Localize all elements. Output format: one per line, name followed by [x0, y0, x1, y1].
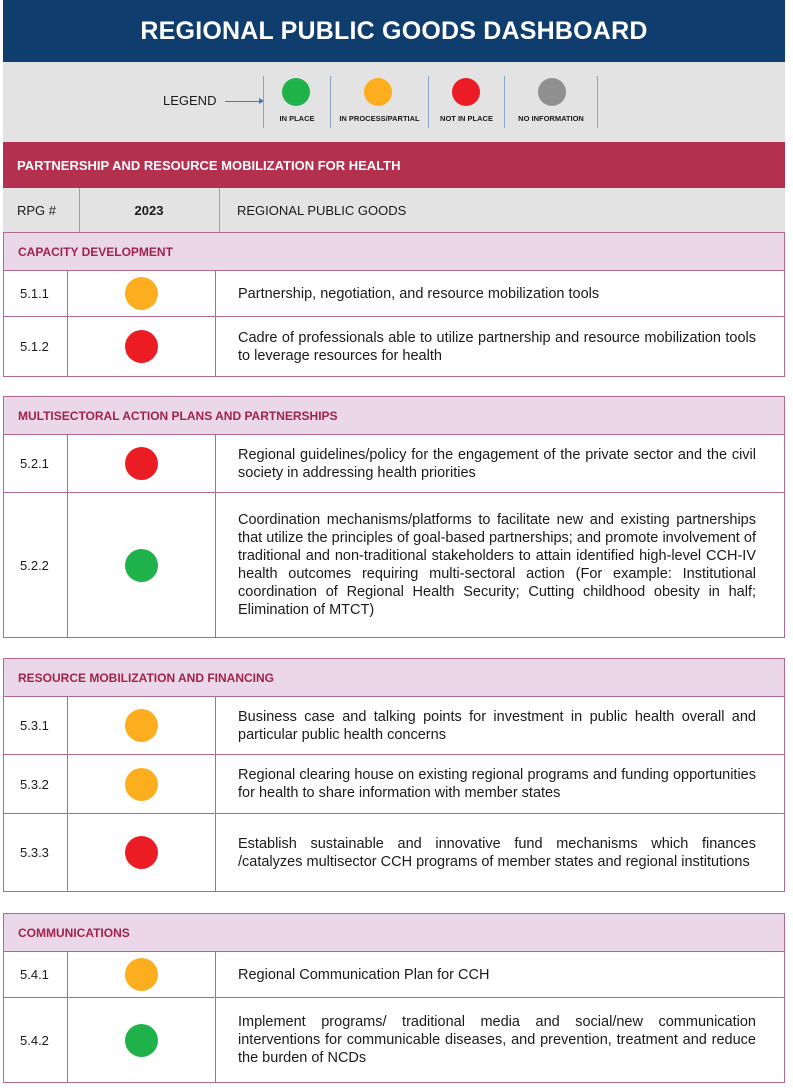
status-in-place-icon	[125, 1024, 158, 1057]
legend-item-in-place	[263, 76, 330, 128]
group-communications	[3, 913, 785, 1083]
status-cell	[68, 697, 216, 754]
group-title: MULTISECTORAL ACTION PLANS AND PARTNERSHIPS	[4, 397, 784, 435]
status-cell	[68, 271, 216, 316]
group-capacity-development	[3, 232, 785, 377]
legend-text: NO INFORMATION	[518, 114, 584, 123]
legend-label: LEGEND	[163, 93, 217, 108]
legend-item-not-in-place	[428, 76, 504, 128]
rpg-description	[238, 697, 756, 754]
rpg-id: 5.1.1	[4, 271, 68, 316]
description-text: Regional Communication Plan for CCH	[238, 966, 490, 983]
description-text: Regional guidelines/policy for the engagement of the private sector and the civil society in addressing health priorities	[238, 446, 756, 481]
table-row	[4, 814, 784, 891]
group-title: CAPACITY DEVELOPMENT	[4, 233, 784, 271]
table-row	[4, 755, 784, 814]
legend-item-in-process	[330, 76, 428, 128]
legend-text: IN PLACE	[279, 114, 315, 123]
col-year: 2023	[134, 202, 164, 218]
table-row	[4, 998, 784, 1082]
col-regional-public-goods: REGIONAL PUBLIC GOODS	[237, 202, 407, 218]
description-text: Establish sustainable and innovative fund mechanisms which finances /catalyzes multisector CCH programs of member states and regional institutions	[238, 835, 756, 870]
rpg-description	[238, 755, 756, 813]
col-rpg: RPG #	[17, 202, 57, 218]
rpg-id: 5.4.1	[4, 952, 68, 997]
status-cell	[68, 435, 216, 492]
orange-circle-icon	[364, 78, 392, 106]
status-in-process-icon	[125, 709, 158, 742]
status-not-in-place-icon	[125, 836, 158, 869]
status-cell	[68, 814, 216, 891]
status-in-process-icon	[125, 768, 158, 801]
rpg-description	[238, 998, 756, 1082]
description-text: Cadre of professionals able to utilize partnership and resource mobilization tools to leverage resources for health	[238, 329, 756, 364]
table-row	[4, 493, 784, 637]
red-circle-icon	[452, 78, 480, 106]
table-row	[4, 435, 784, 493]
rpg-id: 5.2.1	[4, 435, 68, 492]
legend	[3, 62, 785, 142]
rpg-id: 5.2.2	[4, 493, 68, 637]
group-resource-mobilization	[3, 658, 785, 892]
legend-arrow-icon	[225, 101, 263, 102]
description-text: Implement programs/ traditional media and social/new communication interventions for communicable diseases, and prevention, treatment and reduce the burden of NCDs	[238, 1014, 756, 1066]
status-cell	[68, 952, 216, 997]
description-text: Business case and talking points for investment in public health overall and particular public health concerns	[238, 708, 756, 743]
rpg-id: 5.3.1	[4, 697, 68, 754]
table-row	[4, 952, 784, 998]
legend-item-no-information	[504, 76, 598, 128]
rpg-description	[238, 435, 756, 492]
rpg-description	[238, 814, 756, 891]
status-in-place-icon	[125, 549, 158, 582]
description-text: Regional clearing house on existing regional programs and funding opportunities for health to share information with member states	[238, 767, 756, 801]
column-divider	[219, 188, 220, 232]
gray-circle-icon	[538, 78, 566, 106]
status-in-process-icon	[125, 277, 158, 310]
status-cell	[68, 998, 216, 1082]
section-title: PARTNERSHIP AND RESOURCE MOBILIZATION FOR HEALTH	[3, 142, 785, 188]
table-row	[4, 271, 784, 317]
column-header	[3, 188, 785, 232]
table-row	[4, 317, 784, 376]
table-row	[4, 697, 784, 755]
rpg-id: 5.3.3	[4, 814, 68, 891]
status-cell	[68, 317, 216, 376]
legend-text: NOT IN PLACE	[440, 114, 493, 123]
group-title: RESOURCE MOBILIZATION AND FINANCING	[4, 659, 784, 697]
status-in-process-icon	[125, 958, 158, 991]
status-not-in-place-icon	[125, 447, 158, 480]
legend-text: IN PROCESS/PARTIAL	[339, 114, 420, 123]
group-multisectoral-action	[3, 396, 785, 638]
dashboard-title: REGIONAL PUBLIC GOODS DASHBOARD	[3, 0, 785, 62]
rpg-id: 5.4.2	[4, 998, 68, 1082]
status-not-in-place-icon	[125, 330, 158, 363]
rpg-description	[238, 317, 756, 376]
rpg-description	[238, 952, 756, 997]
status-cell	[68, 493, 216, 637]
group-title: COMMUNICATIONS	[4, 914, 784, 952]
description-text: Partnership, negotiation, and resource mobilization tools	[238, 285, 600, 302]
rpg-description	[238, 271, 756, 316]
green-circle-icon	[282, 78, 310, 106]
rpg-id: 5.3.2	[4, 755, 68, 813]
description-text: Coordination mechanisms/platforms to facilitate new and existing partnerships that utilize the principles of goal-based partnerships; and promote involvement of traditional and non-traditional stakeholders to attain identified high-level CCH-IV health outcomes requiring multi-sectoral action (For example: Institutional coordination of Regional Health Security; Cutting childhood obesity in half; Elimination of MTCT)	[238, 512, 756, 618]
rpg-description	[238, 493, 756, 637]
status-cell	[68, 755, 216, 813]
rpg-id: 5.1.2	[4, 317, 68, 376]
